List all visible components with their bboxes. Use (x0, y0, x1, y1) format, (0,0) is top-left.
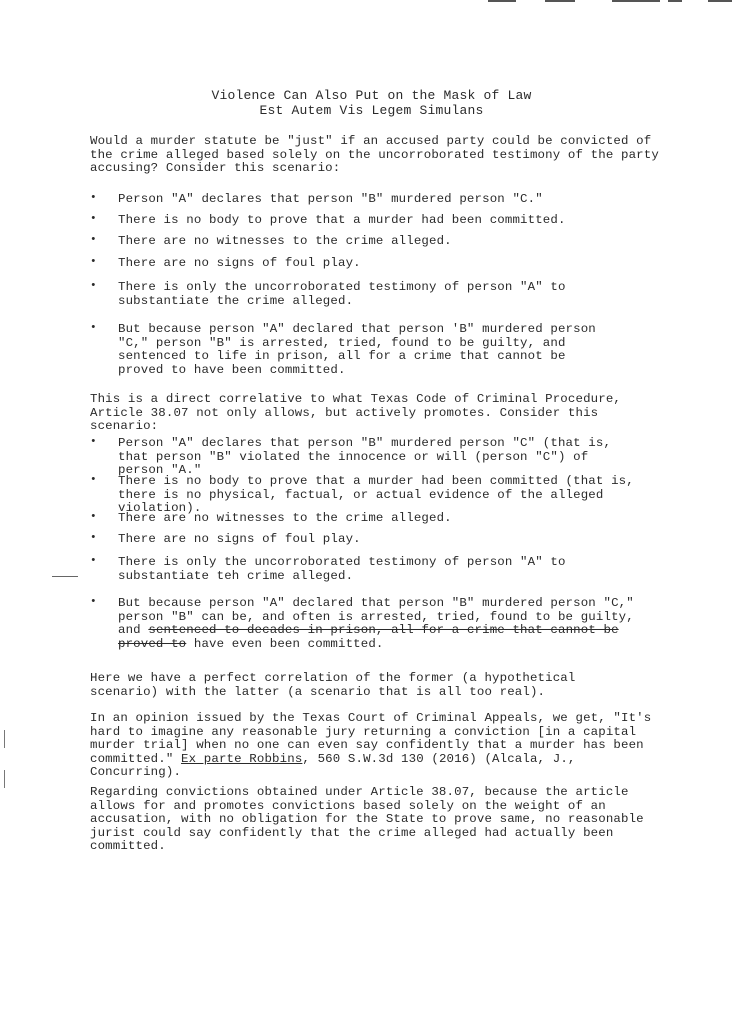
scan-artifact (612, 0, 660, 2)
correlation-paragraph: Here we have a perfect correlation of the former (a hypothetical scenario) with the latter (a scenario that is all too real). (90, 671, 576, 699)
bullet-icon: • (90, 474, 97, 486)
opinion-paragraph (90, 712, 670, 780)
list-item-text: There is only the uncorroborated testimony of person "A" to substantiate the crime alleged. (118, 280, 566, 308)
list-item-text-part: have even been committed. (193, 636, 384, 651)
opinion-quote: In an opinion issued by the Texas Court of Criminal Appeals, we get, "It's hard to imagine any reasonable jury returning a conviction [in a capital murder trial] when no one can even say confidently that a murder has been committed." (90, 711, 652, 766)
bullet-icon: • (90, 596, 97, 608)
list-item-text: There are no signs of foul play. (118, 256, 361, 270)
list-item-text: There are no signs of foul play. (118, 532, 361, 546)
bullet-icon: • (90, 436, 97, 448)
correlative-paragraph: This is a direct correlative to what Texas Code of Criminal Procedure, Article 38.07 not only allows, but actively promotes. Consider this scenario: (90, 392, 621, 434)
list-item-text: Person "A" declares that person "B" murdered person "C" (that is, that person "B" violated the innocence or will (person "C") of person "A." (118, 436, 612, 478)
bullet-icon: • (90, 555, 97, 567)
case-name: Ex parte Robbins (181, 751, 303, 766)
title-line-1: Violence Can Also Put on the Mask of Law (211, 88, 532, 103)
list-item-text (118, 597, 648, 651)
title-line-2: Est Autem Vis Legem Simulans (259, 103, 484, 118)
bullet-icon: • (90, 256, 97, 268)
list-item-text: There is no body to prove that a murder had been committed (that is, there is no physical, factual, or actual evidence of the alleged violation). (118, 474, 634, 516)
list-item-text: Person "A" declares that person "B" murdered person "C." (118, 192, 543, 206)
bullet-icon: • (90, 511, 97, 523)
list-item-text: There are no witnesses to the crime alleged. (118, 511, 452, 525)
scan-artifact (668, 0, 682, 2)
bullet-icon: • (90, 532, 97, 544)
conclusion-paragraph: Regarding convictions obtained under Article 38.07, because the article allows for and promotes convictions based solely on the weight of an accusation, with no obligation for the State to prove same, no reasonable jurist could say confidently that the crime alleged had actually been committed. (90, 785, 644, 854)
case-citation: , 560 S.W.3d 130 (2016) (Alcala, J., Concurring). (90, 751, 576, 780)
bullet-icon: • (90, 322, 97, 334)
bullet-icon: • (90, 213, 97, 225)
scan-artifact (488, 0, 516, 2)
list-item-text: There is only the uncorroborated testimony of person "A" to substantiate teh crime alleged. (118, 555, 566, 583)
list-item-text: But because person "A" declared that person 'B" murdered person "C," person "B" is arrested, tried, found to be guilty, and sentenced to life in prison, all for a crime that cannot be proved to have been committed. (118, 322, 596, 377)
margin-mark (52, 576, 78, 577)
intro-paragraph: Would a murder statute be "just" if an accused party could be convicted of the crime alleged based solely on the uncorroborated testimony of the party accusing? Consider this scenario: (90, 134, 659, 176)
list-item-text: There are no witnesses to the crime alleged. (118, 234, 452, 248)
scan-artifact (4, 770, 5, 788)
bullet-icon: • (90, 192, 97, 204)
list-item-text: There is no body to prove that a murder had been committed. (118, 213, 566, 227)
scan-artifact (545, 0, 575, 2)
struck-text: sentenced to decades in prison, all for a crime that cannot be proved to (118, 623, 619, 651)
list-item-text-part: But because person "A" declared that person "B" murdered person "C," person "B" can be, and often is arrested, tried, found to be guilty, and (118, 596, 634, 638)
scan-artifact (708, 0, 732, 2)
bullet-icon: • (90, 234, 97, 246)
bullet-icon: • (90, 280, 97, 292)
scan-artifact (4, 730, 5, 748)
page-title (0, 88, 743, 118)
